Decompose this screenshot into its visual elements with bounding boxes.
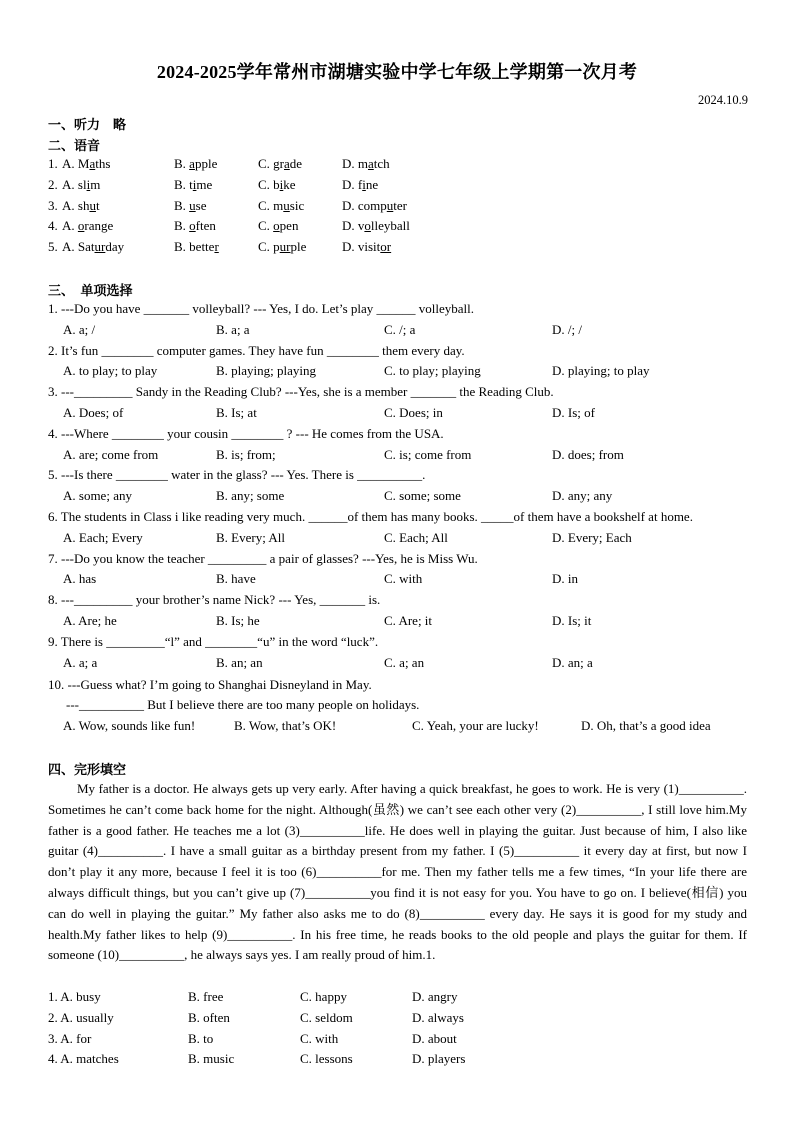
option: B. Every; All bbox=[216, 529, 285, 545]
option: D. does; from bbox=[552, 446, 624, 462]
option: B. playing; playing bbox=[216, 363, 317, 379]
option: A. Does; of bbox=[63, 405, 124, 420]
option bbox=[342, 177, 378, 193]
option-text: day bbox=[105, 239, 125, 255]
option-text: tch bbox=[373, 156, 390, 171]
option-text: pen bbox=[279, 218, 299, 234]
option: A. to play; to play bbox=[63, 363, 158, 379]
option: 4. A. matches bbox=[48, 1051, 119, 1067]
underlined-letters: a bbox=[89, 156, 96, 171]
option: 1. A. busy bbox=[48, 989, 101, 1004]
option-text: B. bette bbox=[174, 239, 215, 255]
option-text: ften bbox=[195, 218, 216, 234]
option: B. Is; at bbox=[216, 405, 257, 420]
underlined-letters: a bbox=[284, 156, 290, 171]
option: B. have bbox=[216, 571, 256, 587]
option: B. music bbox=[188, 1051, 235, 1067]
option: B. Is; he bbox=[216, 613, 260, 628]
underlined-letters: a bbox=[189, 156, 195, 171]
question-stem: 9. There is _________“l” and ________“u” in the word “luck”. bbox=[48, 633, 379, 649]
option-text: ter bbox=[393, 197, 407, 213]
option: D. in bbox=[552, 571, 578, 587]
option bbox=[174, 156, 217, 172]
option: C. is; come from bbox=[384, 446, 472, 462]
option bbox=[62, 198, 100, 214]
option bbox=[174, 218, 216, 234]
option-text: C. bbox=[258, 218, 274, 234]
exam-date: 2024.10.9 bbox=[698, 93, 748, 107]
option: C. Are; it bbox=[384, 613, 433, 628]
underlined-letters: u bbox=[386, 197, 394, 213]
question-number: 5. bbox=[48, 239, 58, 255]
underlined-letters: u bbox=[89, 197, 96, 213]
option: C. with bbox=[384, 571, 423, 587]
question-number: 2. bbox=[48, 176, 58, 192]
option-text: C. m bbox=[258, 197, 284, 213]
option bbox=[62, 218, 113, 234]
option-text: de bbox=[289, 156, 303, 171]
option bbox=[174, 239, 219, 255]
option: 2. A. usually bbox=[48, 1009, 114, 1025]
option bbox=[62, 177, 100, 193]
option bbox=[258, 239, 306, 255]
underlined-letters: u bbox=[189, 197, 196, 213]
option-text: A. bbox=[62, 218, 78, 234]
option-text: D. m bbox=[342, 156, 368, 171]
option-text: B. t bbox=[174, 176, 193, 192]
option: B. free bbox=[188, 989, 224, 1004]
question-stem: 3. ---_________ Sandy in the Reading Club? ---Yes, she is a member _______ the Reading Club. bbox=[48, 384, 554, 400]
option-text: D. f bbox=[342, 176, 363, 192]
option-text: range bbox=[84, 218, 114, 234]
option: D. angry bbox=[412, 989, 458, 1004]
option: C. some; some bbox=[384, 488, 461, 504]
option-text: sic bbox=[289, 197, 305, 213]
section-mc-heading: 三、 单项选择 bbox=[48, 283, 133, 298]
option bbox=[174, 177, 212, 193]
option: B. an; an bbox=[216, 654, 263, 670]
option: C. to play; playing bbox=[384, 363, 481, 379]
question-number: 4. bbox=[48, 218, 58, 234]
option: A. a; a bbox=[63, 654, 98, 670]
option-text: B. bbox=[174, 197, 190, 213]
option: D. Is; of bbox=[552, 405, 595, 420]
option: B. Wow, that’s OK! bbox=[234, 718, 337, 733]
option bbox=[342, 239, 391, 255]
page-title: 2024-2025学年常州市湖塘实验中学七年级上学期第一次月考 bbox=[156, 62, 638, 82]
option-text: ke bbox=[283, 176, 296, 192]
option bbox=[62, 156, 110, 172]
option-text: lleyball bbox=[370, 218, 410, 234]
option: D. Oh, that’s a good idea bbox=[581, 718, 711, 733]
option bbox=[342, 156, 390, 172]
option-text: pple bbox=[194, 156, 218, 171]
option-text: D. visit bbox=[342, 239, 381, 255]
option-text: C. gr bbox=[258, 156, 284, 171]
option: A. Each; Every bbox=[63, 529, 143, 545]
option: C. with bbox=[300, 1030, 339, 1046]
option-text: A. M bbox=[62, 156, 90, 171]
option: B. often bbox=[188, 1009, 230, 1025]
section-cloze-heading: 四、完形填空 bbox=[48, 762, 127, 777]
underlined-letters: o bbox=[364, 218, 371, 234]
question-stem: 2. It’s fun ________ computer games. They have fun ________ them every day. bbox=[48, 342, 465, 358]
question-10-stem: 10. ---Guess what? I’m going to Shanghai Disneyland in May. bbox=[48, 677, 372, 692]
question-stem: 1. ---Do you have _______ volleyball? --- Yes, I do. Let’s play ______ volleyball. bbox=[48, 301, 475, 316]
option bbox=[342, 198, 407, 214]
option: D. any; any bbox=[552, 488, 613, 504]
underlined-letters: a bbox=[368, 156, 374, 171]
option bbox=[258, 177, 296, 193]
underlined-letters: or bbox=[380, 239, 392, 255]
option: D. an; a bbox=[552, 654, 593, 670]
underlined-letters: ur bbox=[279, 239, 291, 255]
section-listening-heading: 一、听力 略 bbox=[48, 117, 127, 132]
question-stem: 8. ---_________ your brother’s name Nick? --- Yes, _______ is. bbox=[48, 592, 381, 608]
option-text: ple bbox=[290, 239, 307, 255]
question-stem: 4. ---Where ________ your cousin ________ ? --- He comes from the USA. bbox=[48, 425, 444, 441]
option-text: B. bbox=[174, 218, 190, 234]
option: A. a; / bbox=[63, 321, 96, 337]
option bbox=[62, 239, 124, 255]
option bbox=[258, 156, 302, 172]
question-10-reply: ---__________ But I believe there are too many people on holidays. bbox=[66, 697, 420, 712]
option-text: t bbox=[95, 197, 100, 213]
option: C. lessons bbox=[300, 1051, 353, 1067]
question-number: 3. bbox=[48, 197, 58, 213]
underlined-letters: o bbox=[77, 218, 85, 234]
option: 3. A. for bbox=[48, 1030, 92, 1046]
option: C. happy bbox=[300, 989, 347, 1004]
option: C. Each; All bbox=[384, 529, 448, 545]
option: D. Every; Each bbox=[552, 529, 632, 545]
option: D. Is; it bbox=[552, 613, 592, 628]
underlined-letters: i bbox=[362, 176, 366, 192]
option-text: A. sh bbox=[62, 197, 90, 213]
option bbox=[258, 218, 298, 234]
underlined-letters: o bbox=[189, 218, 196, 234]
option: C. seldom bbox=[300, 1009, 353, 1025]
question-number: 1. bbox=[48, 156, 58, 171]
option-text: C. p bbox=[258, 239, 280, 255]
option: A. Are; he bbox=[63, 613, 117, 628]
question-stem: 5. ---Is there ________ water in the glass? --- Yes. There is __________. bbox=[48, 467, 426, 483]
option: D. players bbox=[412, 1051, 466, 1067]
underlined-letters: u bbox=[283, 197, 290, 213]
option-text: m bbox=[90, 176, 101, 192]
option-text: ths bbox=[95, 156, 111, 171]
underlined-letters: r bbox=[214, 239, 219, 255]
underlined-letters: ur bbox=[94, 239, 106, 255]
option: A. are; come from bbox=[63, 446, 159, 462]
option-text: ne bbox=[365, 176, 379, 192]
option: C. Yeah, your are lucky! bbox=[412, 718, 539, 733]
underlined-letters: i bbox=[192, 176, 197, 192]
option: D. about bbox=[412, 1030, 457, 1046]
option: C. /; a bbox=[384, 321, 416, 337]
option: A. has bbox=[63, 571, 97, 587]
option-text: D. v bbox=[342, 218, 365, 234]
option: B. is; from; bbox=[216, 446, 276, 462]
option: D. playing; to play bbox=[552, 363, 650, 379]
option-text: B. bbox=[174, 156, 190, 171]
option: C. a; an bbox=[384, 654, 425, 670]
option-text: me bbox=[196, 176, 213, 192]
option: B. any; some bbox=[216, 488, 285, 504]
option bbox=[342, 218, 410, 234]
underlined-letters: i bbox=[86, 176, 91, 192]
option: C. Does; in bbox=[384, 405, 443, 420]
option: A. some; any bbox=[63, 488, 132, 504]
option-text: D. comp bbox=[342, 197, 387, 213]
question-stem: 7. ---Do you know the teacher _________ a pair of glasses? ---Yes, he is Miss Wu. bbox=[48, 550, 478, 566]
option bbox=[258, 198, 304, 214]
option: D. always bbox=[412, 1009, 464, 1025]
option: B. to bbox=[188, 1030, 214, 1046]
option-text: se bbox=[195, 197, 207, 213]
option: D. /; / bbox=[552, 321, 582, 337]
underlined-letters: i bbox=[279, 176, 284, 192]
option-text: A. sl bbox=[62, 176, 87, 192]
option: A. Wow, sounds like fun! bbox=[63, 718, 196, 733]
option bbox=[174, 198, 207, 214]
question-stem: 6. The students in Class i like reading very much. ______of them has many books. _____of them have a bookshelf at home. bbox=[48, 509, 693, 524]
cloze-passage: My father is a doctor. He always gets up very early. After having a quick breakfast, he goes to work. He is very (1)__________. Sometimes he can’t come back home for the night. Although(虽然) we can’t see each other very (2)__________, I still love him.My father is a good father. He teaches me a lot (3)__________life. He does well in playing the guitar. Just because of him, I also like guitar (4)__________. I have a small guitar as a birthday present from my father. I (5)__________ it every day at first, but now I don’t play it any more, because I feel it is too (6)__________for me. Then my father tells me a few times, “In your life there are always difficult things, but you can’t give up (7)__________you find it is not easy for you. You have to go on. I believe(相信) you can do well in playing the guitar.” My father also asks me to do (8)__________ every day. He says it is good for my study and health.My father likes to help (9)__________. In his free time, he reads books to the old people and plays the guitar for them. If someone (10)__________, he always says yes. I am really proud of him.1. bbox=[48, 781, 747, 963]
underlined-letters: o bbox=[273, 218, 280, 234]
section-phonetics-heading: 二、语音 bbox=[48, 138, 101, 153]
option: B. a; a bbox=[216, 321, 250, 337]
option-text: C. b bbox=[258, 176, 280, 192]
option-text: A. Sat bbox=[62, 239, 95, 255]
